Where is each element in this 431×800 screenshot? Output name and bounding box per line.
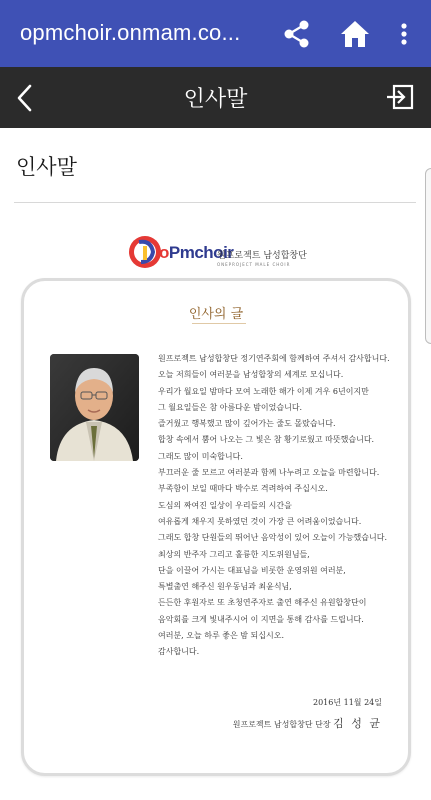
logo-korean-name: 원프로젝트 남성합창단 [217,251,307,261]
page-title: 인사말 [183,87,248,112]
message-line: 합창 속에서 뿜어 나오는 그 빛은 참 황기로웠고 따뜻했습니다. [158,435,375,445]
choir-logo [127,234,307,274]
greeting-card [21,278,411,776]
message-line: 여러분, 오늘 하루 좋은 밤 되십시오. [158,631,284,641]
message-line: 부끄러운 줄 모르고 여러분과 함께 나누려고 오늘을 마련합니다. [158,468,380,478]
side-drawer-handle[interactable] [425,168,431,344]
title-underline [192,323,246,324]
message-line: 여유롭게 채우지 못하였던 것이 가장 큰 어려움이었습니다. [158,516,362,526]
more-vertical-icon[interactable] [394,18,414,50]
signature [233,715,382,731]
choir-logo-mark [127,234,163,270]
greeting-message [158,351,398,661]
content-area[interactable] [0,128,431,800]
home-icon[interactable] [338,18,372,50]
message-line: 도심의 짜여진 일상이 우리들의 시간을 [158,500,292,510]
logo-wordmark: oPmchoir [159,243,234,262]
signer-name: 김 성 균 [333,717,382,730]
director-photo [50,354,139,461]
divider [14,202,416,203]
message-line: 우리가 월요일 밤마다 모여 노래한 해가 이제 겨우 6년이지만 [158,386,369,396]
message-line: 음악회를 크게 빛내주시어 이 지면을 통해 감사를 드립니다. [158,614,364,624]
message-line: 감사합니다. [158,647,200,657]
app-title: opmchoir.onmam.co... [20,20,241,45]
message-line: 그래도 합창 단원들의 뛰어난 음악성이 있어 오늘이 가능했습니다. [158,533,387,543]
message-date: 2016년 11월 24일 [313,698,382,707]
message-line: 원프로젝트 남성합창단 정기연주회에 함께하여 주셔서 감사합니다. [158,354,390,363]
share-icon[interactable] [282,18,312,50]
page-heading: 인사말 [16,155,77,179]
message-line: 그 월요일들은 참 아름다운 밤이었습니다. [158,402,303,412]
exit-icon[interactable] [384,81,416,113]
message-line: 즐거웠고 행복했고 많이 깊어가는 줄도 몰랐습니다. [158,419,336,429]
message-line: 그래도 많이 미숙합니다. [158,451,243,461]
message-line: 특별출연 해주신 원우동님과 최윤식님, [158,582,292,592]
sub-header [0,67,431,128]
app-bar [0,0,431,67]
message-line: 든든한 후원자로 또 초청연주자로 출연 해주신 유원합창단이 [158,598,367,608]
message-line: 부족함이 보일 때마다 박수로 격려하여 주십시오. [158,484,328,494]
signature-org: 원프로젝트 남성합창단 단장 [232,720,331,729]
card-title: 인사의 글 [188,307,244,322]
message-line: 단을 이끌어 가시는 대표님을 비롯한 운영위원 여러분, [158,565,346,575]
message-line: 최상의 반주자 그리고 훌륭한 지도위원님들, [158,549,310,559]
message-line: 오늘 저희들이 여러분을 남성합창의 세계로 모십니다. [158,370,344,380]
logo-english-name: ONEPROJECT MALE CHOIR [217,262,291,267]
